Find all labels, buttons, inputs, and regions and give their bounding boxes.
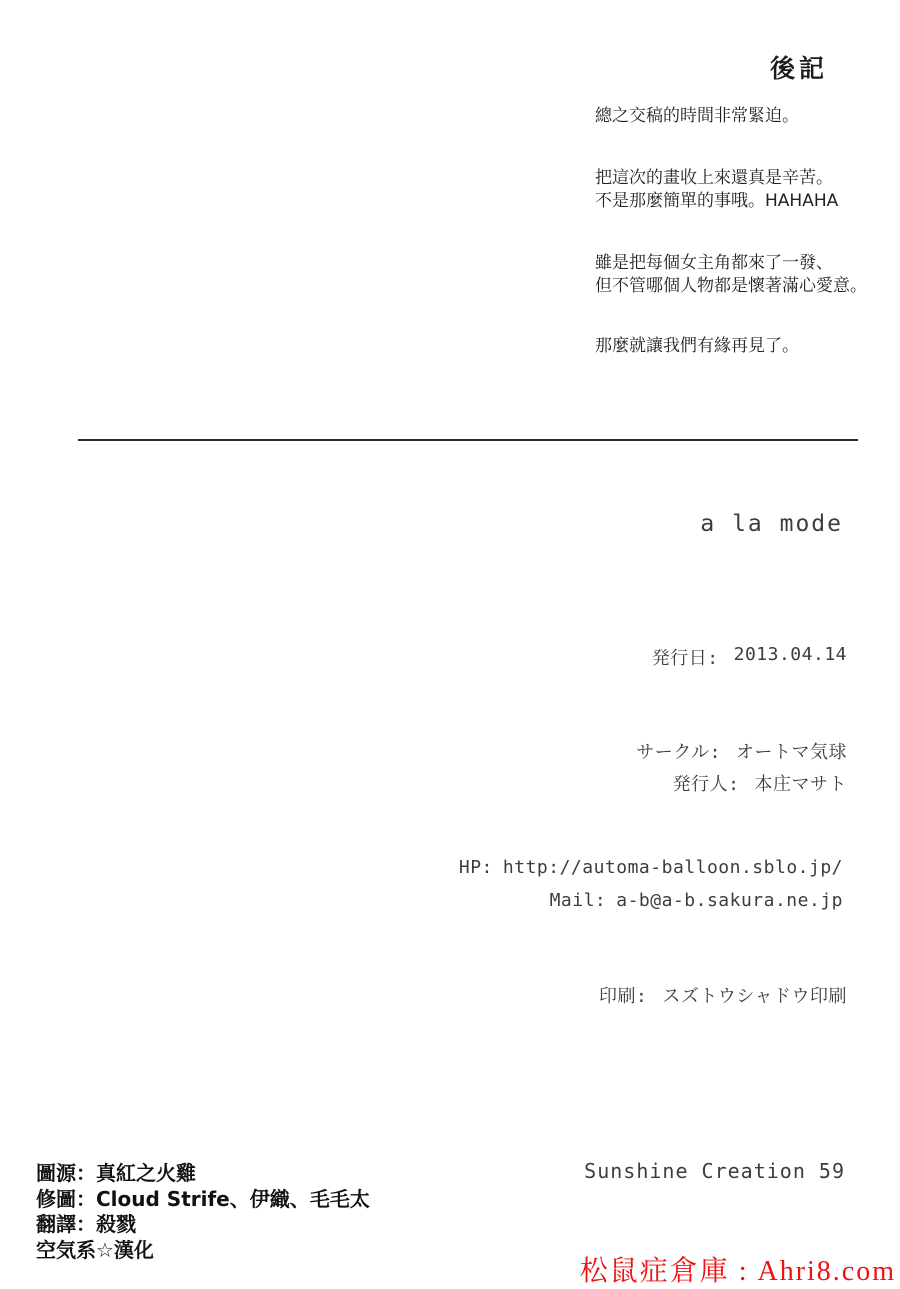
translator-credits [36,1161,370,1263]
circle-label: サークル: [636,742,721,763]
circle-row [636,738,847,764]
horizontal-divider [78,439,858,441]
afterword-paragraph-3 [595,252,867,298]
afterword-paragraph-1 [595,105,799,128]
credit-translate-label: 翻譯： [36,1212,96,1236]
credit-retouch-value: Cloud Strife、伊織、毛毛太 [96,1186,370,1211]
credit-source-value: 真紅之火雞 [96,1161,196,1185]
credit-retouch-label: 修圖： [36,1186,96,1211]
mail-row [550,890,843,911]
publish-date-value: 2013.04.14 [733,644,847,665]
paragraph-line: 總之交稿的時間非常緊迫。 [595,106,799,126]
paragraph-line: 把這次的畫收上來還真是辛苦。 [595,168,833,188]
printer-row [599,982,847,1008]
paragraph-line: 雖是把每個女主角都來了一發、 [595,253,833,273]
mail-address: a-b@a-b.sakura.ne.jp [616,890,843,911]
publish-date-label: 発行日: [651,648,719,669]
credit-translate [36,1212,370,1238]
publisher-row [673,770,847,796]
publisher-label: 発行人: [672,774,740,795]
homepage-row [459,857,843,878]
publish-date-row [652,644,847,670]
circle-value: オートマ気球 [736,742,847,763]
credit-translate-value: 殺戮 [96,1212,136,1236]
homepage-label: HP: [458,857,493,878]
publisher-value: 本庄マサト [754,774,847,795]
printer-value: スズトウシャドウ印刷 [662,986,847,1007]
credit-group: 空気系☆漢化 [36,1237,154,1262]
homepage-url: http://automa-balloon.sblo.jp/ [502,857,843,878]
credit-source-label: 圖源： [36,1161,96,1185]
event-name: Sunshine Creation 59 [584,1159,845,1183]
afterword-paragraph-2 [595,167,838,213]
mail-label: Mail: [549,890,607,911]
credit-source [36,1161,370,1187]
paragraph-line: 不是那麼簡單的事哦。HAHAHA [595,191,839,211]
paragraph-line: 但不管哪個人物都是懷著滿心愛意。 [595,276,867,296]
paragraph-line: 那麼就讓我們有緣再見了。 [595,336,799,356]
afterword-paragraph-4 [595,335,799,358]
book-title: a la mode [700,511,843,537]
site-watermark: 松鼠症倉庫 : Ahri8.com [579,1256,896,1287]
page-title: 後記 [770,54,829,83]
printer-label: 印刷: [599,986,648,1007]
credit-retouch [36,1187,370,1213]
